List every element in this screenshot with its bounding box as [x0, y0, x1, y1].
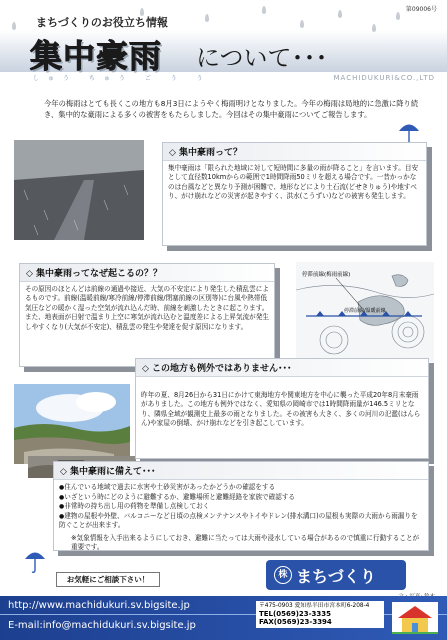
- weather-map: [296, 262, 434, 362]
- contact-prompt: お気軽にご相談下さい！: [56, 572, 160, 587]
- raindrop-icon: [205, 14, 209, 22]
- list-item: ● 建物の屋根や外壁、バルコニーなど日頃の点検メンテナンスやトイやドレン(排水溝口)の屋根も実際の大雨から雨漏りを防ぐことが出来ます。: [59, 512, 423, 531]
- raindrop-icon: [372, 24, 376, 32]
- page-title-suffix: について･･･: [196, 44, 328, 72]
- raindrop-icon: [262, 6, 266, 14]
- section-body: [54, 480, 428, 556]
- section-local: [135, 358, 429, 459]
- section-body: 集中豪雨は「限られた地域に対して短時間に多量の雨が降ること」を言います。目安として直径数10kmからの範囲で1時間降雨50ミリを超える場合です。一昔かっかなのは台風などと異なり予測が困難で、地形などにより土石流(どせきりゅう)や地すべり、がけ崩れなどの災害が起きやすく、洪水(こうずい)などの被害も発生します。: [168, 164, 419, 201]
- raindrop-icon: [140, 8, 144, 16]
- section-heading: ◇ 集中豪雨って？: [163, 143, 426, 161]
- email-link[interactable]: E-mail:info@machidukuri.sv.bigsite.jp: [8, 620, 196, 631]
- raindrop-icon: [338, 10, 342, 18]
- header: [0, 0, 447, 88]
- rain-road-photo: [14, 140, 144, 240]
- section-why: [19, 263, 275, 367]
- kabu-mark: 株: [274, 566, 292, 584]
- section-body: 昨年の夏、8月26日から31日にかけて東海地方や関東地方を中心に襲った平成20年8月末豪雨がありました。この地方も例外ではなく、愛知県の岡崎市では1時間降雨量が146.5ミリとなり、隣県全域が観測史上最多の雨となりました。その被害も大きく、多くの河川の氾濫(はんらん)や家屋の倒壊、がけ崩れなどを引き起こしています。: [141, 391, 421, 428]
- section-what-is: [162, 142, 427, 246]
- note-text: ※気象情報を入手出来るようにしておき、避難に当たっては大雨や浸水している場合があるので慎重に行動することが重要です。: [71, 533, 420, 552]
- section-heading: ◇ この地方も例外ではありません･･･: [136, 359, 428, 377]
- map-label-front: 停滞前線(梅雨前線): [302, 272, 351, 278]
- logo-text: まちづくり: [296, 566, 376, 586]
- title-reading: しゅう ちゅう ご う う: [33, 75, 212, 82]
- page-title: 集中豪雨: [30, 37, 163, 75]
- section-prepare: [53, 461, 429, 551]
- flood-photo: [14, 384, 130, 464]
- address: 〒475-0903 愛知県半田市宮本町6-208-4: [259, 603, 370, 609]
- issue-number: 第09006号: [405, 6, 437, 13]
- company-address-block: [256, 601, 384, 628]
- list-item: ● いざという時にどのように避難するか、避難場所と避難経路を家族で確認する: [59, 493, 423, 503]
- map-label-front-b: 停滞前線/温暖前線: [344, 308, 386, 314]
- newsletter-subtitle: まちづくりのお役立ち情報: [36, 16, 168, 29]
- company-name-english: MACHIDUKURI&CO.,LTD: [333, 74, 435, 82]
- preparation-list: [59, 483, 423, 531]
- list-item: ● 住んでいる地域で過去に水害や土砂災害があったかどうかの確認をする: [59, 483, 423, 493]
- raindrop-icon: [396, 12, 400, 20]
- raindrop-icon: [300, 20, 304, 28]
- intro-text: 今年の梅雨はとても長くこの地方も8月3日にようやく梅雨明けとなりました。今年の梅雨は局地的に急激に降り続き、集中的な豪雨による多くの被害をもたらしました。今回はその集中豪雨についてご報告します。: [44, 99, 419, 119]
- section-heading: ◇ 集中豪雨に備えて･･･: [54, 462, 428, 480]
- list-item: ● 非常時の持ち出し用の荷物を準備し点検しておく: [59, 502, 423, 512]
- section-heading: ◇ 集中豪雨ってなぜ起こるの？？: [20, 264, 274, 282]
- house-icon: [392, 602, 438, 634]
- company-logo[interactable]: [266, 560, 406, 590]
- phone-number: TEL(0569)23-3335: [259, 610, 332, 619]
- fax-number: FAX(0569)23-3394: [259, 618, 332, 627]
- raindrop-icon: [12, 22, 16, 30]
- umbrella-icon: [24, 548, 46, 574]
- section-body: その原因のほとんどは前線の通過や接近、大気の不安定により発生した積乱雲によるものです。前線(温暖前線/寒冷前線/停滞前線/閉塞前線の区別等)に台風や熱帯低気圧などの暖かく湿った空気が流れ込んだ時、前線を刺激したときに起こります。また、地表面が日射で温まり上空に寒気が流れ込むと温度差による上昇気流が発生しやすくなり(大気が不安定)、積乱雲の発生や発達を促す原因になります。: [25, 285, 269, 331]
- website-link[interactable]: http://www.machidukuri.sv.bigsite.jp: [8, 600, 190, 611]
